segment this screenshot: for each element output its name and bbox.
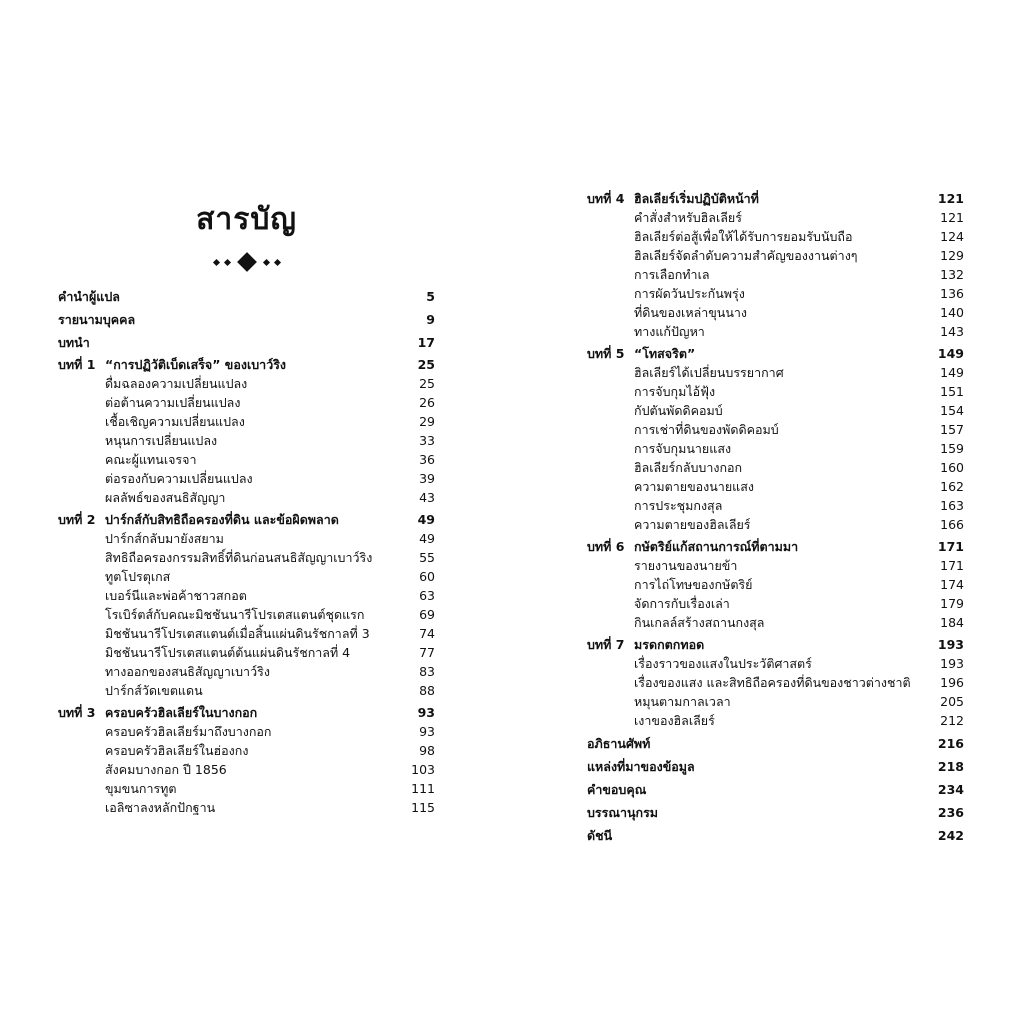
toc-subentry xyxy=(587,401,964,420)
toc-page-number: 26 xyxy=(419,395,435,410)
toc-subentry xyxy=(587,496,964,515)
right-page xyxy=(587,186,964,845)
toc-entry xyxy=(58,333,435,352)
chapter-number: บทที่ 4 xyxy=(587,191,625,206)
toc-entry-label xyxy=(58,450,395,469)
toc-entry-text: ฮิลเลียร์ได้เปลี่ยนบรรยากาศ xyxy=(634,365,784,380)
toc-page-number: 93 xyxy=(419,724,435,739)
toc-subentry xyxy=(587,265,964,284)
toc-entry xyxy=(587,734,964,753)
toc-entry-text: “โทสจริต” xyxy=(634,346,696,361)
toc-entry-text: ความตายของฮิลเลียร์ xyxy=(634,517,751,532)
toc-subentry xyxy=(587,322,964,341)
chapter-number: บทที่ 6 xyxy=(587,539,625,554)
toc-entry xyxy=(587,780,964,799)
toc-chapter-entry xyxy=(587,537,964,556)
toc-entry-label xyxy=(587,458,924,477)
toc-entry-text: เรื่องราวของแสงในประวัติศาสตร์ xyxy=(634,656,812,671)
toc-page-number: 236 xyxy=(937,805,964,820)
toc-entry-label xyxy=(587,322,924,341)
toc-subentry xyxy=(587,303,964,322)
chapter-number: บทที่ 5 xyxy=(587,346,625,361)
toc-page-number: 93 xyxy=(417,705,435,720)
toc-entry-label xyxy=(587,382,924,401)
toc-entry-label xyxy=(58,355,395,374)
toc-page-number: 60 xyxy=(419,569,435,584)
toc-page-number: 151 xyxy=(940,384,964,399)
toc-entry-text: เอลิซาลงหลักปักฐาน xyxy=(105,800,216,815)
toc-page-number: 140 xyxy=(940,305,964,320)
toc-entry-text: รายงานของนายข้า xyxy=(634,558,738,573)
toc-subentry xyxy=(58,662,435,681)
toc-subentry xyxy=(587,673,964,692)
toc-entry-label xyxy=(58,798,395,817)
toc-subentry xyxy=(587,458,964,477)
toc-entry-label xyxy=(58,741,395,760)
toc-entry-text: ปาร์กส์กับสิทธิถือครองที่ดิน และข้อผิดพลาด xyxy=(105,512,339,527)
toc-entry-text: หนุนการเปลี่ยนแปลง xyxy=(105,433,218,448)
toc-entry-text: รายนามบุคคล xyxy=(58,312,136,327)
toc-entry-label xyxy=(587,734,924,753)
toc-entry-label xyxy=(58,529,395,548)
toc-subentry xyxy=(58,488,435,507)
toc-entry-label xyxy=(58,722,395,741)
toc-entry-text: แหล่งที่มาของข้อมูล xyxy=(587,759,695,774)
toc-page-number: 171 xyxy=(937,539,964,554)
toc-entry-text: สิทธิถือครองกรรมสิทธิ์ที่ดินก่อนสนธิสัญญาเบาว์ริง xyxy=(105,550,373,565)
toc-entry-label xyxy=(587,575,924,594)
toc-page-number: 55 xyxy=(419,550,435,565)
toc-entry-text: คำขอบคุณ xyxy=(587,782,647,797)
toc-entry xyxy=(58,287,435,306)
toc-page-number: 74 xyxy=(419,626,435,641)
toc-entry-label xyxy=(587,246,924,265)
toc-entry-text: ทูตโปรตุเกส xyxy=(105,569,171,584)
toc-entry-text: เบอร์นีและพ่อค้าชาวสกอต xyxy=(105,588,247,603)
toc-entry-text: สังคมบางกอก ปี 1856 xyxy=(105,762,227,777)
toc-entry-text: เรื่องของแสง และสิทธิถือครองที่ดินของชาวต่างชาติ xyxy=(634,675,911,690)
toc-page-number: 121 xyxy=(937,191,964,206)
toc-subentry xyxy=(587,594,964,613)
toc-page-number: 115 xyxy=(411,800,435,815)
toc-page-number: 33 xyxy=(419,433,435,448)
toc-entry-label xyxy=(587,439,924,458)
toc-subentry xyxy=(58,779,435,798)
toc-entry-label xyxy=(587,780,924,799)
toc-page-number: 166 xyxy=(940,517,964,532)
toc-page-number: 149 xyxy=(940,365,964,380)
toc-entry-label xyxy=(58,374,395,393)
toc-entry-label xyxy=(587,420,924,439)
toc-subentry xyxy=(58,374,435,393)
chapter-number: บทที่ 1 xyxy=(58,357,96,372)
toc-entry-label xyxy=(58,662,395,681)
toc-page-number: 171 xyxy=(940,558,964,573)
toc-page-number: 132 xyxy=(940,267,964,282)
toc-subentry xyxy=(58,643,435,662)
toc-subentry xyxy=(587,711,964,730)
toc-entry-text: ครอบครัวฮิลเลียร์ในบางกอก xyxy=(105,705,258,720)
toc-entry-label xyxy=(587,537,924,556)
toc-page-number: 212 xyxy=(940,713,964,728)
toc-subentry xyxy=(58,798,435,817)
toc-list-left xyxy=(58,287,435,817)
toc-entry xyxy=(587,803,964,822)
toc-entry-text: ดื่มฉลองความเปลี่ยนแปลง xyxy=(105,376,248,391)
toc-page-number: 88 xyxy=(419,683,435,698)
toc-page-number: 205 xyxy=(940,694,964,709)
toc-page-number: 83 xyxy=(419,664,435,679)
toc-entry-label xyxy=(587,265,924,284)
toc-page-number: 103 xyxy=(411,762,435,777)
toc-page-number: 160 xyxy=(940,460,964,475)
toc-page-number: 49 xyxy=(417,512,435,527)
toc-entry-text: หมุนตามกาลเวลา xyxy=(634,694,731,709)
toc-entry-text: มิชชันนารีโปรเตสแตนต์เมื่อสิ้นแผ่นดินรัชกาลที่ 3 xyxy=(105,626,370,641)
toc-entry-text: ฮิลเลียร์เริ่มปฏิบัติหน้าที่ xyxy=(634,191,759,206)
toc-entry-label xyxy=(587,496,924,515)
toc-entry-text: ปาร์กส์วัดเขตแดน xyxy=(105,683,203,698)
toc-entry-label xyxy=(58,779,395,798)
toc-entry-label xyxy=(58,412,395,431)
toc-entry-label xyxy=(58,605,395,624)
toc-page-number: 149 xyxy=(937,346,964,361)
toc-title: สารบัญ xyxy=(196,202,297,237)
toc-page-number: 218 xyxy=(937,759,964,774)
toc-subentry xyxy=(587,420,964,439)
toc-page-number: 9 xyxy=(426,312,435,327)
toc-entry-text: ผลลัพธ์ของสนธิสัญญา xyxy=(105,490,226,505)
toc-entry-label xyxy=(587,673,924,692)
toc-entry-label xyxy=(587,556,924,575)
toc-entry-text: ที่ดินของเหล่าขุนนาง xyxy=(634,305,748,320)
toc-entry-text: ฮิลเลียร์กลับบางกอก xyxy=(634,460,743,475)
toc-entry-label xyxy=(587,757,924,776)
chapter-number: บทที่ 3 xyxy=(58,705,96,720)
toc-subentry xyxy=(58,412,435,431)
toc-page-number: 136 xyxy=(940,286,964,301)
toc-page-number: 242 xyxy=(937,828,964,843)
toc-page-number: 163 xyxy=(940,498,964,513)
toc-entry-label xyxy=(58,548,395,567)
toc-page-number: 111 xyxy=(411,781,435,796)
toc-entry-text: “การปฏิวัติเบ็ดเสร็จ” ของเบาว์ริง xyxy=(105,357,287,372)
toc-entry-text: การผัดวันประกันพรุ่ง xyxy=(634,286,745,301)
toc-entry-text: โรเบิร์ตส์กับคณะมิชชันนารีโปรเตสแตนต์ชุดแรก xyxy=(105,607,365,622)
toc-page-number: 98 xyxy=(419,743,435,758)
toc-subentry xyxy=(58,681,435,700)
toc-entry-text: คำสั่งสำหรับฮิลเลียร์ xyxy=(634,210,742,225)
toc-entry-label xyxy=(587,613,924,632)
toc-page-number: 216 xyxy=(937,736,964,751)
toc-entry-label xyxy=(58,333,395,352)
toc-subentry xyxy=(58,760,435,779)
toc-entry xyxy=(58,310,435,329)
toc-entry-label xyxy=(587,227,924,246)
toc-entry-label xyxy=(587,401,924,420)
toc-entry-label xyxy=(58,393,395,412)
toc-subentry xyxy=(587,227,964,246)
toc-page-number: 193 xyxy=(940,656,964,671)
toc-page-number: 154 xyxy=(940,403,964,418)
toc-entry-label xyxy=(58,760,395,779)
toc-entry-label xyxy=(58,643,395,662)
toc-page-number: 157 xyxy=(940,422,964,437)
toc-entry-text: อภิธานศัพท์ xyxy=(587,736,651,751)
toc-entry-label xyxy=(58,469,395,488)
toc-entry-text: กินเกลล์สร้างสถานกงสุล xyxy=(634,615,765,630)
toc-page-number: 174 xyxy=(940,577,964,592)
toc-entry-text: เงาของฮิลเลียร์ xyxy=(634,713,715,728)
toc-subentry xyxy=(587,692,964,711)
toc-subentry xyxy=(587,613,964,632)
toc-page-number: 17 xyxy=(417,335,435,350)
toc-subentry xyxy=(58,586,435,605)
toc-subentry xyxy=(58,624,435,643)
toc-entry-label xyxy=(587,284,924,303)
toc-entry-text: บรรณานุกรม xyxy=(587,805,659,820)
toc-entry-label xyxy=(58,624,395,643)
left-page xyxy=(58,196,435,817)
toc-subentry xyxy=(58,605,435,624)
toc-entry xyxy=(587,826,964,845)
toc-page-number: 129 xyxy=(940,248,964,263)
toc-entry-text: ฮิลเลียร์จัดลำดับความสำคัญของงานต่างๆ xyxy=(634,248,858,263)
toc-entry-label xyxy=(58,586,395,605)
toc-chapter-entry xyxy=(58,510,435,529)
toc-subentry xyxy=(58,469,435,488)
toc-entry-text: ครอบครัวฮิลเลียร์มาถึงบางกอก xyxy=(105,724,272,739)
toc-chapter-entry xyxy=(587,344,964,363)
toc-subentry xyxy=(587,439,964,458)
toc-page-number: 36 xyxy=(419,452,435,467)
toc-page-number: 193 xyxy=(937,637,964,652)
toc-entry-label xyxy=(58,287,395,306)
toc-entry-text: ฮิลเลียร์ต่อสู้เพื่อให้ได้รับการยอมรับนับถือ xyxy=(634,229,853,244)
toc-page-number: 121 xyxy=(940,210,964,225)
toc-subentry xyxy=(587,208,964,227)
toc-entry-label xyxy=(587,594,924,613)
toc-entry-text: การจับกุมนายแสง xyxy=(634,441,732,456)
toc-entry-text: กัปตันพัดดิคอมบ์ xyxy=(634,403,723,418)
toc-entry-label xyxy=(58,310,395,329)
toc-subentry xyxy=(587,363,964,382)
toc-page-number: 43 xyxy=(419,490,435,505)
toc-page-number: 179 xyxy=(940,596,964,611)
toc-entry-label xyxy=(587,635,924,654)
toc-entry-label xyxy=(58,431,395,450)
toc-subentry xyxy=(58,393,435,412)
toc-entry-text: การจับกุมไอ้ฟุ้ง xyxy=(634,384,716,399)
toc-entry-text: ทางออกของสนธิสัญญาเบาว์ริง xyxy=(105,664,270,679)
toc-page-number: 39 xyxy=(419,471,435,486)
toc-page-number: 143 xyxy=(940,324,964,339)
toc-entry-text: คณะผู้แทนเจรจา xyxy=(105,452,197,467)
toc-subentry xyxy=(58,450,435,469)
toc-subentry xyxy=(587,382,964,401)
toc-entry-text: ต่อต้านความเปลี่ยนแปลง xyxy=(105,395,241,410)
toc-page-number: 63 xyxy=(419,588,435,603)
toc-entry-text: บทนำ xyxy=(58,335,90,350)
toc-subentry xyxy=(587,654,964,673)
toc-entry-text: ขุมขนการทูต xyxy=(105,781,177,796)
toc-page-number: 5 xyxy=(426,289,435,304)
toc-entry-label xyxy=(587,208,924,227)
toc-page-number: 184 xyxy=(940,615,964,630)
toc-entry-label xyxy=(587,303,924,322)
toc-entry-text: มิชชันนารีโปรเตสแตนต์ต้นแผ่นดินรัชกาลที่ 4 xyxy=(105,645,351,660)
toc-entry-label xyxy=(587,803,924,822)
toc-entry-text: กษัตริย์แก้สถานการณ์ที่ตามมา xyxy=(634,539,799,554)
toc-entry-text: ปาร์กส์กลับมายังสยาม xyxy=(105,531,224,546)
toc-subentry xyxy=(587,556,964,575)
toc-entry-label xyxy=(58,488,395,507)
toc-entry-text: ดัชนี xyxy=(587,828,613,843)
toc-chapter-entry xyxy=(587,635,964,654)
toc-page-number: 25 xyxy=(417,357,435,372)
toc-page-number: 124 xyxy=(940,229,964,244)
toc-subentry xyxy=(587,246,964,265)
toc-entry-text: การประชุมกงสุล xyxy=(634,498,723,513)
toc-entry-label xyxy=(587,692,924,711)
toc-page-number: 69 xyxy=(419,607,435,622)
toc-subentry xyxy=(587,575,964,594)
toc-page-number: 234 xyxy=(937,782,964,797)
toc-entry-label xyxy=(587,515,924,534)
toc-entry-text: ครอบครัวฮิลเลียร์ในฮ่องกง xyxy=(105,743,249,758)
toc-entry-label xyxy=(587,654,924,673)
toc-entry-text: ทางแก้ปัญหา xyxy=(634,324,705,339)
toc-entry xyxy=(587,757,964,776)
toc-subentry xyxy=(58,567,435,586)
toc-subentry xyxy=(58,722,435,741)
toc-entry-text: การเลือกทำเล xyxy=(634,267,710,282)
toc-entry-text: จัดการกับเรื่องเล่า xyxy=(634,596,730,611)
toc-entry-label xyxy=(58,567,395,586)
toc-entry-text: คำนำผู้แปล xyxy=(58,289,120,304)
toc-entry-label xyxy=(587,344,924,363)
toc-entry-text: เชื้อเชิญความเปลี่ยนแปลง xyxy=(105,414,245,429)
toc-entry-label xyxy=(587,363,924,382)
chapter-number: บทที่ 7 xyxy=(587,637,625,652)
toc-entry-text: การเช่าที่ดินของพัดดิคอมบ์ xyxy=(634,422,779,437)
toc-page-number: 29 xyxy=(419,414,435,429)
toc-entry-label xyxy=(587,189,924,208)
toc-entry-label xyxy=(58,681,395,700)
toc-entry-label xyxy=(58,510,395,529)
toc-entry-text: ต่อรองกับความเปลี่ยนแปลง xyxy=(105,471,253,486)
toc-subentry xyxy=(58,431,435,450)
ornament-divider-icon xyxy=(58,249,435,275)
toc-entry-label xyxy=(587,711,924,730)
toc-page-number: 196 xyxy=(940,675,964,690)
toc-subentry xyxy=(58,741,435,760)
toc-entry-label xyxy=(587,477,924,496)
toc-chapter-entry xyxy=(58,355,435,374)
toc-page-number: 25 xyxy=(419,376,435,391)
toc-subentry xyxy=(58,529,435,548)
toc-entry-text: การไถ่โทษของกษัตริย์ xyxy=(634,577,753,592)
toc-subentry xyxy=(587,515,964,534)
toc-entry-label xyxy=(58,703,395,722)
toc-page-number: 49 xyxy=(419,531,435,546)
toc-entry-text: ความตายของนายแสง xyxy=(634,479,754,494)
toc-page-number: 162 xyxy=(940,479,964,494)
toc-subentry xyxy=(587,477,964,496)
toc-chapter-entry xyxy=(587,189,964,208)
toc-subentry xyxy=(587,284,964,303)
chapter-number: บทที่ 2 xyxy=(58,512,96,527)
toc-entry-text: มรดกตกทอด xyxy=(634,637,705,652)
toc-chapter-entry xyxy=(58,703,435,722)
toc-list-right xyxy=(587,189,964,845)
toc-page-number: 159 xyxy=(940,441,964,456)
toc-page-number: 77 xyxy=(419,645,435,660)
toc-subentry xyxy=(58,548,435,567)
toc-entry-label xyxy=(587,826,924,845)
